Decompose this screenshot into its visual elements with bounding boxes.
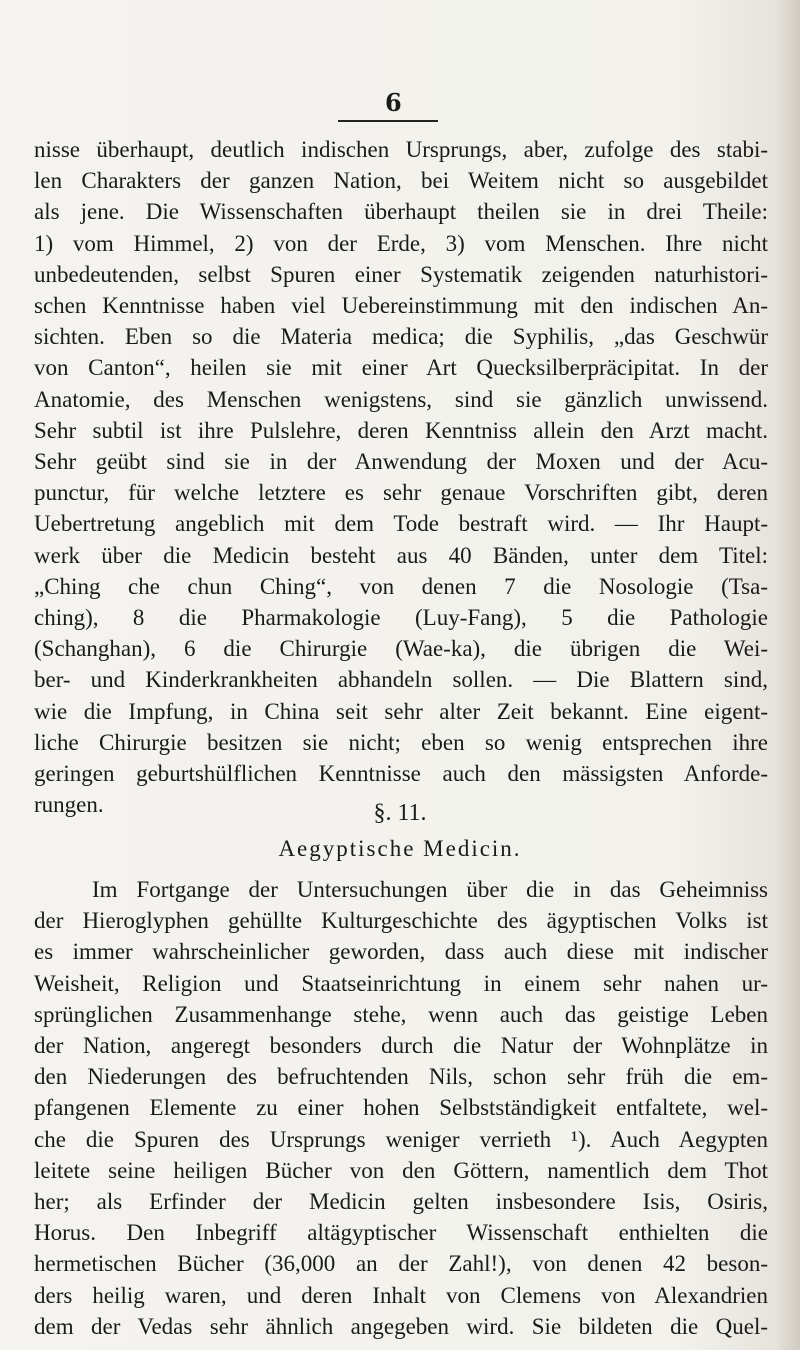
text-line: ders heilig waren, und deren Inhalt von Clemens von Alexandrien [34,1282,768,1308]
text-line: hermetischen Bücher (36,000 an der Zahl!), von denen 42 beson- [34,1251,768,1277]
text-line: Horus. Den Inbegriff altägyptischer Wissenschaft enthielten die [34,1220,768,1246]
text-line: von Canton“, heilen sie mit einer Art Quecksilberpräcipitat. In der [34,355,768,381]
text-line: (Schanghan), 6 die Chirurgie (Wae-ka), die übrigen die Wei- [34,636,768,662]
text-line: sprünglichen Zusammenhange stehe, wenn auch das geistige Leben [34,1001,768,1027]
text-line: len Charakters der ganzen Nation, bei Weitem nicht so ausgebildet [34,168,768,194]
text-line: pfangenen Elemente zu einer hohen Selbstständigkeit entfaltete, wel- [34,1095,768,1121]
text-line: punctur, für welche letztere es sehr genaue Vorschriften gibt, deren [34,480,768,506]
text-line: her; als Erfinder der Medicin gelten insbesondere Isis, Osiris, [34,1189,768,1215]
text-line: liche Chirurgie besitzen sie nicht; eben so wenig entsprechen ihre [34,729,768,755]
text-line: geringen geburtshülflichen Kenntnisse auch den mässigsten Anforde- [34,761,768,787]
paragraph-1 [34,134,768,820]
header-rule [338,120,438,122]
text-line: schen Kenntnisse haben viel Uebereinstimmung mit den indischen An- [34,293,768,319]
text-line: Sehr geübt sind sie in der Anwendung der Moxen und der Acu- [34,449,768,475]
text-line: 1) vom Himmel, 2) von der Erde, 3) vom Menschen. Ihre nicht [34,230,768,256]
text-line: nisse überhaupt, deutlich indischen Ursprungs, aber, zufolge des stabi- [34,137,768,162]
text-line: der Nation, angeregt besonders durch die Natur der Wohnplätze in [34,1033,768,1059]
text-line: rungen. [34,792,104,818]
text-line: „Ching che chun Ching“, von denen 7 die Nosologie (Tsa- [34,573,768,599]
text-line: Sehr subtil ist ihre Pulslehre, deren Kenntniss allein den Arzt macht. [34,417,768,443]
text-line: wie die Impfung, in China seit sehr alter Zeit bekannt. Eine eigent- [34,698,768,724]
text-line: Im Fortgange der Untersuchungen über die in das Geheimniss [92,877,768,902]
text-line: sichten. Eben so die Materia medica; die Syphilis, „das Geschwür [34,324,768,350]
section-number: §. 11. [373,800,427,826]
text-line: che die Spuren des Ursprungs weniger verrieth ¹). Auch Aegypten [34,1126,768,1152]
text-line: der Hieroglyphen gehüllte Kulturgeschichte des ägyptischen Volks ist [34,908,768,934]
text-line: leitete seine heiligen Bücher von den Göttern, namentlich dem Thot [34,1157,768,1183]
text-line: Uebertretung angeblich mit dem Tode bestraft wird. — Ihr Haupt- [34,511,768,537]
text-line: unbedeutenden, selbst Spuren einer Systematik zeigenden naturhistori- [34,261,768,287]
text-line: dem der Vedas sehr ähnlich angegeben wird. Sie bildeten die Quel- [34,1313,768,1339]
text-line: werk über die Medicin besteht aus 40 Bänden, unter dem Titel: [34,542,768,568]
page-number: 6 [385,88,402,117]
text-line: Anatomie, des Menschen wenigstens, sind sie gänzlich unwissend. [34,386,768,412]
section-title: Aegyptische Medicin. [278,836,522,861]
text-line: ching), 8 die Pharmakologie (Luy-Fang), 5 die Pathologie [34,605,768,631]
text-line: Weisheit, Religion und Staatseinrichtung in einem sehr nahen ur- [34,970,768,996]
text-line: den Niederungen des befruchtenden Nils, schon sehr früh die em- [34,1064,768,1090]
text-line: als jene. Die Wissenschaften überhaupt theilen sie in drei Theile: [34,199,768,225]
paragraph-2 [34,874,768,1342]
text-line: ber- und Kinderkrankheiten abhandeln sollen. — Die Blattern sind, [34,667,768,693]
text-line: es immer wahrscheinlicher geworden, dass auch diese mit indischer [34,939,768,965]
